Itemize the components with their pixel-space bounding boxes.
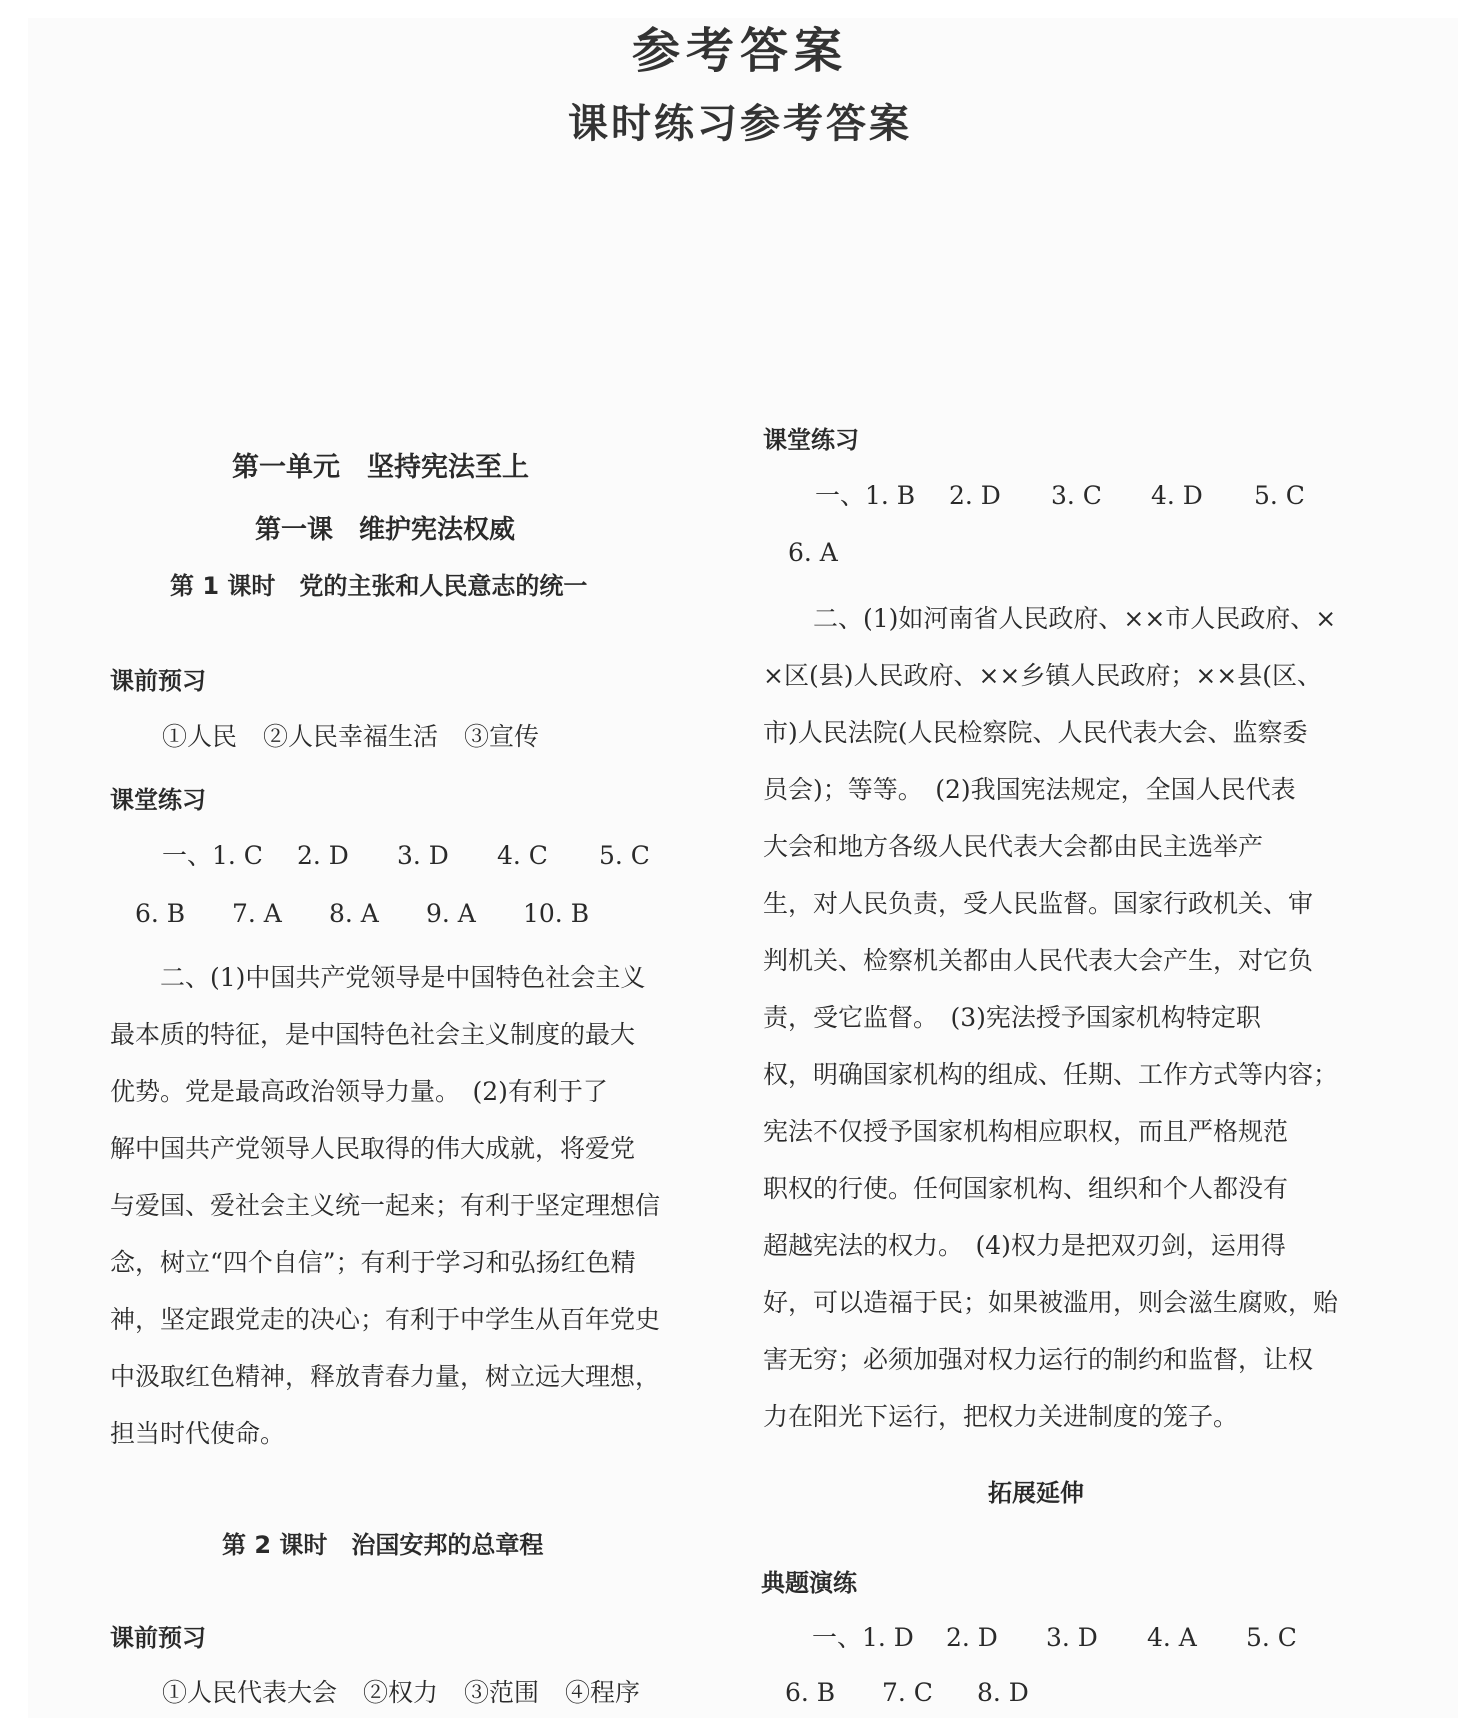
- essay-line: 超越宪法的权力。 (4)权力是把双刃剑，运用得: [763, 1231, 1286, 1260]
- answer-item: ②权力: [363, 1678, 439, 1707]
- unit-title: 第一单元 坚持宪法至上: [232, 452, 529, 483]
- essay-line: 害无穷；必须加强对权力运行的制约和监督，让权: [763, 1345, 1314, 1374]
- answer-item: 6. B: [135, 899, 186, 928]
- answer-item: 5. C: [1254, 481, 1305, 510]
- pre-study-answers: [162, 1677, 640, 1709]
- period-1-title: 第 1 课时 党的主张和人民意志的统一: [170, 572, 588, 600]
- essay-line: 优势。党是最高政治领导力量。 (2)有利于了: [110, 1077, 608, 1106]
- essay-line: 念，树立“四个自信”；有利于学习和弘扬红色精: [110, 1248, 636, 1277]
- answer-item: ③宣传: [464, 722, 540, 751]
- answer-item: 5. C: [1246, 1623, 1297, 1652]
- essay-line: 担当时代使命。: [110, 1419, 286, 1448]
- class-practice-label: 课堂练习: [763, 426, 859, 454]
- essay-line: 中汲取红色精神，释放青春力量，树立远大理想，: [110, 1362, 661, 1391]
- answer-item: 7. C: [882, 1678, 933, 1707]
- answer-item: 10. B: [523, 899, 590, 928]
- period-2-title: 第 2 课时 治国安邦的总章程: [222, 1531, 544, 1559]
- answer-item: 一、1. B: [815, 481, 916, 510]
- pre-study-label: 课前预习: [110, 667, 206, 695]
- answer-item: 8. A: [329, 899, 379, 928]
- answer-item: 7. A: [232, 899, 282, 928]
- essay-line: 责，受它监督。 (3)宪法授予国家机构特定职: [763, 1003, 1261, 1032]
- extension-title: 拓展延伸: [988, 1479, 1084, 1507]
- pre-study-label: 课前预习: [110, 1624, 206, 1652]
- answer-item: 5. C: [599, 841, 650, 870]
- answer-item: 4. C: [497, 841, 548, 870]
- answer-item: ④程序: [565, 1678, 641, 1707]
- essay-line: 二、(1)中国共产党领导是中国特色社会主义: [160, 963, 646, 992]
- choice-answers-row: [788, 537, 838, 569]
- answer-item: 3. D: [397, 841, 449, 870]
- choice-answers-row: [815, 480, 1305, 512]
- answer-item: ①人民代表大会: [162, 1678, 338, 1707]
- lesson-title: 第一课 维护宪法权威: [255, 515, 516, 545]
- essay-line: 最本质的特征，是中国特色社会主义制度的最大: [110, 1020, 636, 1049]
- page-subtitle: 课时练习参考答案: [568, 101, 912, 147]
- choice-answers-row: [785, 1677, 1029, 1709]
- essay-answer: [110, 949, 690, 1462]
- essay-line: 与爱国、爱社会主义统一起来；有利于坚定理想信: [110, 1191, 661, 1220]
- essay-line: 生，对人民负责，受人民监督。国家行政机关、审: [763, 889, 1314, 918]
- essay-line: 权，明确国家机构的组成、任期、工作方式等内容；: [763, 1060, 1339, 1089]
- choice-answers-row: [812, 1622, 1297, 1654]
- class-practice-label: 课堂练习: [110, 786, 206, 814]
- essay-line: 神，坚定跟党走的决心；有利于中学生从百年党史: [110, 1305, 661, 1334]
- page-title: 参考答案: [631, 23, 848, 79]
- answer-item: ②人民幸福生活: [263, 722, 439, 751]
- answer-item: 3. C: [1051, 481, 1102, 510]
- answer-item: ①人民: [162, 722, 238, 751]
- answer-item: 2. D: [946, 1623, 998, 1652]
- answer-item: 一、1. D: [812, 1623, 914, 1652]
- answer-item: 4. D: [1151, 481, 1203, 510]
- essay-line: 力在阳光下运行，把权力关进制度的笼子。: [763, 1402, 1239, 1431]
- essay-line: 市)人民法院(人民检察院、人民代表大会、监察委: [763, 718, 1308, 747]
- answer-item: ③范围: [464, 1678, 540, 1707]
- answer-item: 9. A: [426, 899, 476, 928]
- answer-item: 6. A: [788, 538, 838, 567]
- answer-item: 6. B: [785, 1678, 836, 1707]
- answer-item: 4. A: [1147, 1623, 1197, 1652]
- answer-item: 一、1. C: [162, 841, 263, 870]
- answer-item: 3. D: [1046, 1623, 1098, 1652]
- essay-line: 员会)；等等。 (2)我国宪法规定，全国人民代表: [763, 775, 1296, 804]
- choice-answers-row: [162, 840, 650, 872]
- essay-line: ×区(县)人民政府、××乡镇人民政府；××县(区、: [763, 661, 1322, 690]
- essay-line: 二、(1)如河南省人民政府、××市人民政府、×: [813, 604, 1337, 633]
- essay-line: 判机关、检察机关都由人民代表大会产生，对它负: [763, 946, 1314, 975]
- essay-line: 解中国共产党领导人民取得的伟大成就，将爱党: [110, 1134, 636, 1163]
- essay-line: 职权的行使。任何国家机构、组织和个人都没有: [763, 1174, 1289, 1203]
- answer-item: 8. D: [977, 1678, 1029, 1707]
- answer-item: 2. D: [949, 481, 1001, 510]
- essay-line: 宪法不仅授予国家机构相应职权，而且严格规范: [763, 1117, 1289, 1146]
- essay-answer: [763, 590, 1343, 1445]
- pre-study-answers: [162, 721, 539, 753]
- essay-line: 大会和地方各级人民代表大会都由民主选举产: [763, 832, 1264, 861]
- typical-practice-label: 典题演练: [761, 1569, 857, 1597]
- answer-item: 2. D: [297, 841, 349, 870]
- essay-line: 好，可以造福于民；如果被滥用，则会滋生腐败，贻: [763, 1288, 1339, 1317]
- choice-answers-row: [135, 898, 589, 930]
